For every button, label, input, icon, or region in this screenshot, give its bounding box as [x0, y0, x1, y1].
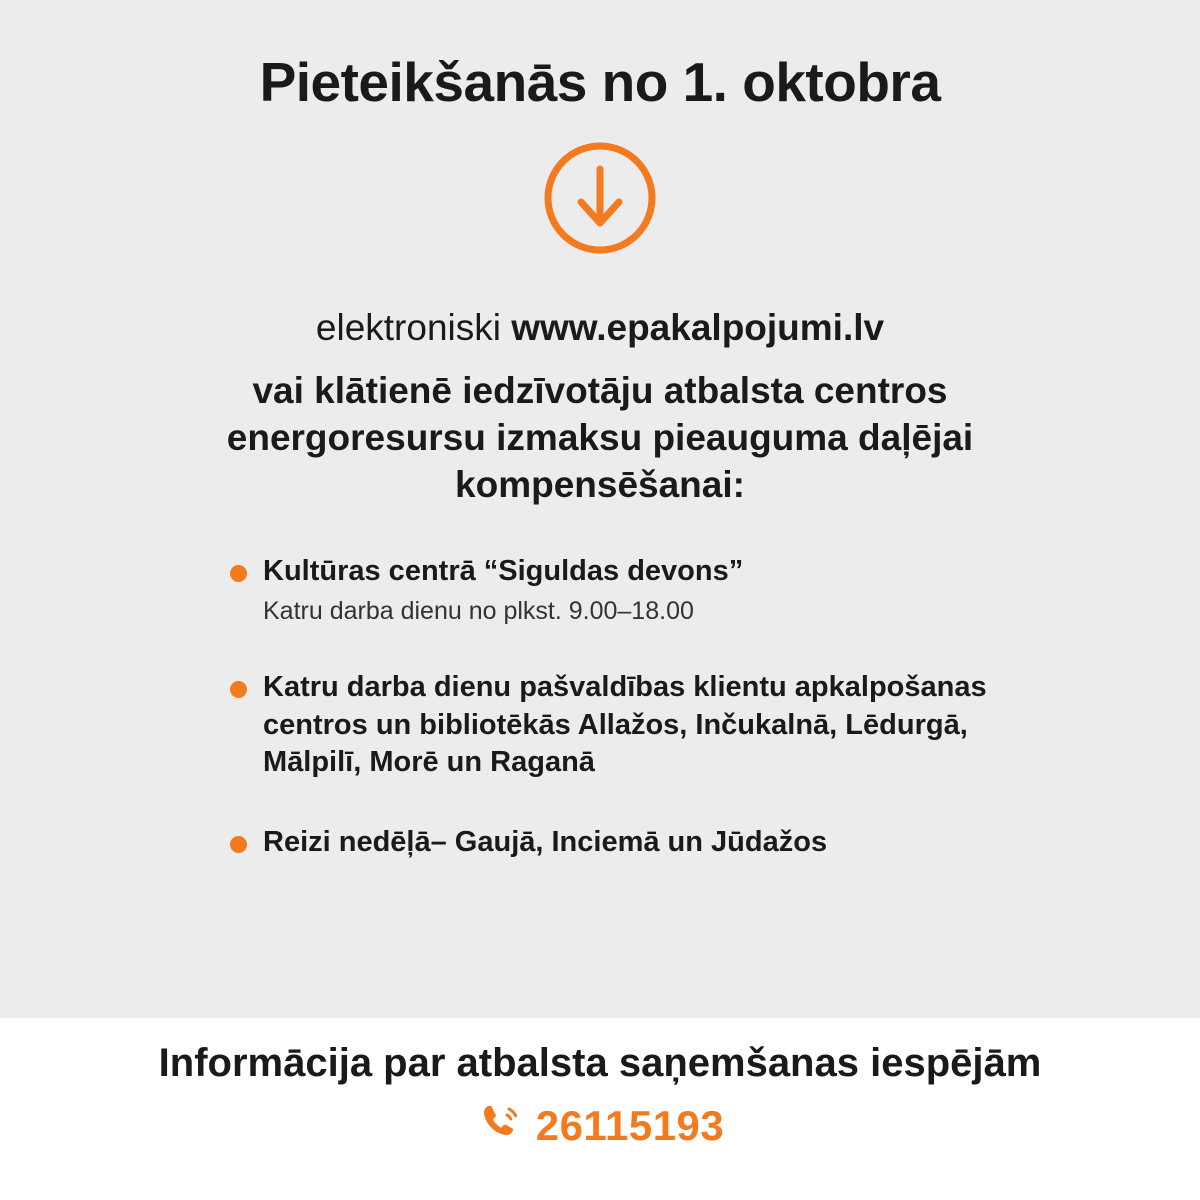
- electronic-application-line: [316, 305, 884, 351]
- list-item-body: [263, 553, 1030, 627]
- list-item-subtitle: Katru darba dienu no plkst. 9.00–18.00: [263, 596, 694, 625]
- bullet-dot-icon: [230, 836, 247, 853]
- list-item: [230, 824, 1030, 862]
- electronic-label: elektroniski: [315, 306, 512, 348]
- page-title: Pieteikšanās no 1. oktobra: [259, 51, 941, 113]
- eservices-url[interactable]: www.epakalpojumi.lv: [511, 306, 885, 348]
- list-item-title: Reizi nedēļā– Gaujā, Inciemā un Jūdažos: [263, 826, 828, 859]
- list-item-title: Katru darba dienu pašvaldības klientu apkalpošanas centros un bibliotēkās Allažos, Inčukalnā, Lēdurgā, Mālpilī, Morē un Raganā: [263, 671, 987, 779]
- list-item-body: [263, 824, 1030, 862]
- footer-info-text: Informācija par atbalsta saņemšanas iespējām: [158, 1041, 1042, 1085]
- arrow-down-circle-icon: [70, 139, 1130, 257]
- phone-ringing-icon: [476, 1100, 522, 1151]
- list-item: [230, 669, 1030, 782]
- bullet-dot-icon: [230, 565, 247, 582]
- bullet-list: [170, 553, 1030, 862]
- list-item-body: [263, 669, 1030, 782]
- list-item-title: Kultūras centrā “Siguldas devons”: [263, 554, 744, 587]
- contact-phone-number[interactable]: 26115193: [535, 1101, 725, 1149]
- subtitle: vai klātienē iedzīvotāju atbalsta centros energoresursu izmaksu pieauguma daļējai kompensēšanai:: [226, 369, 974, 506]
- contact-phone-row[interactable]: [476, 1100, 725, 1151]
- bullet-dot-icon: [230, 681, 247, 698]
- list-item: [230, 553, 1030, 627]
- footer: [0, 1018, 1200, 1200]
